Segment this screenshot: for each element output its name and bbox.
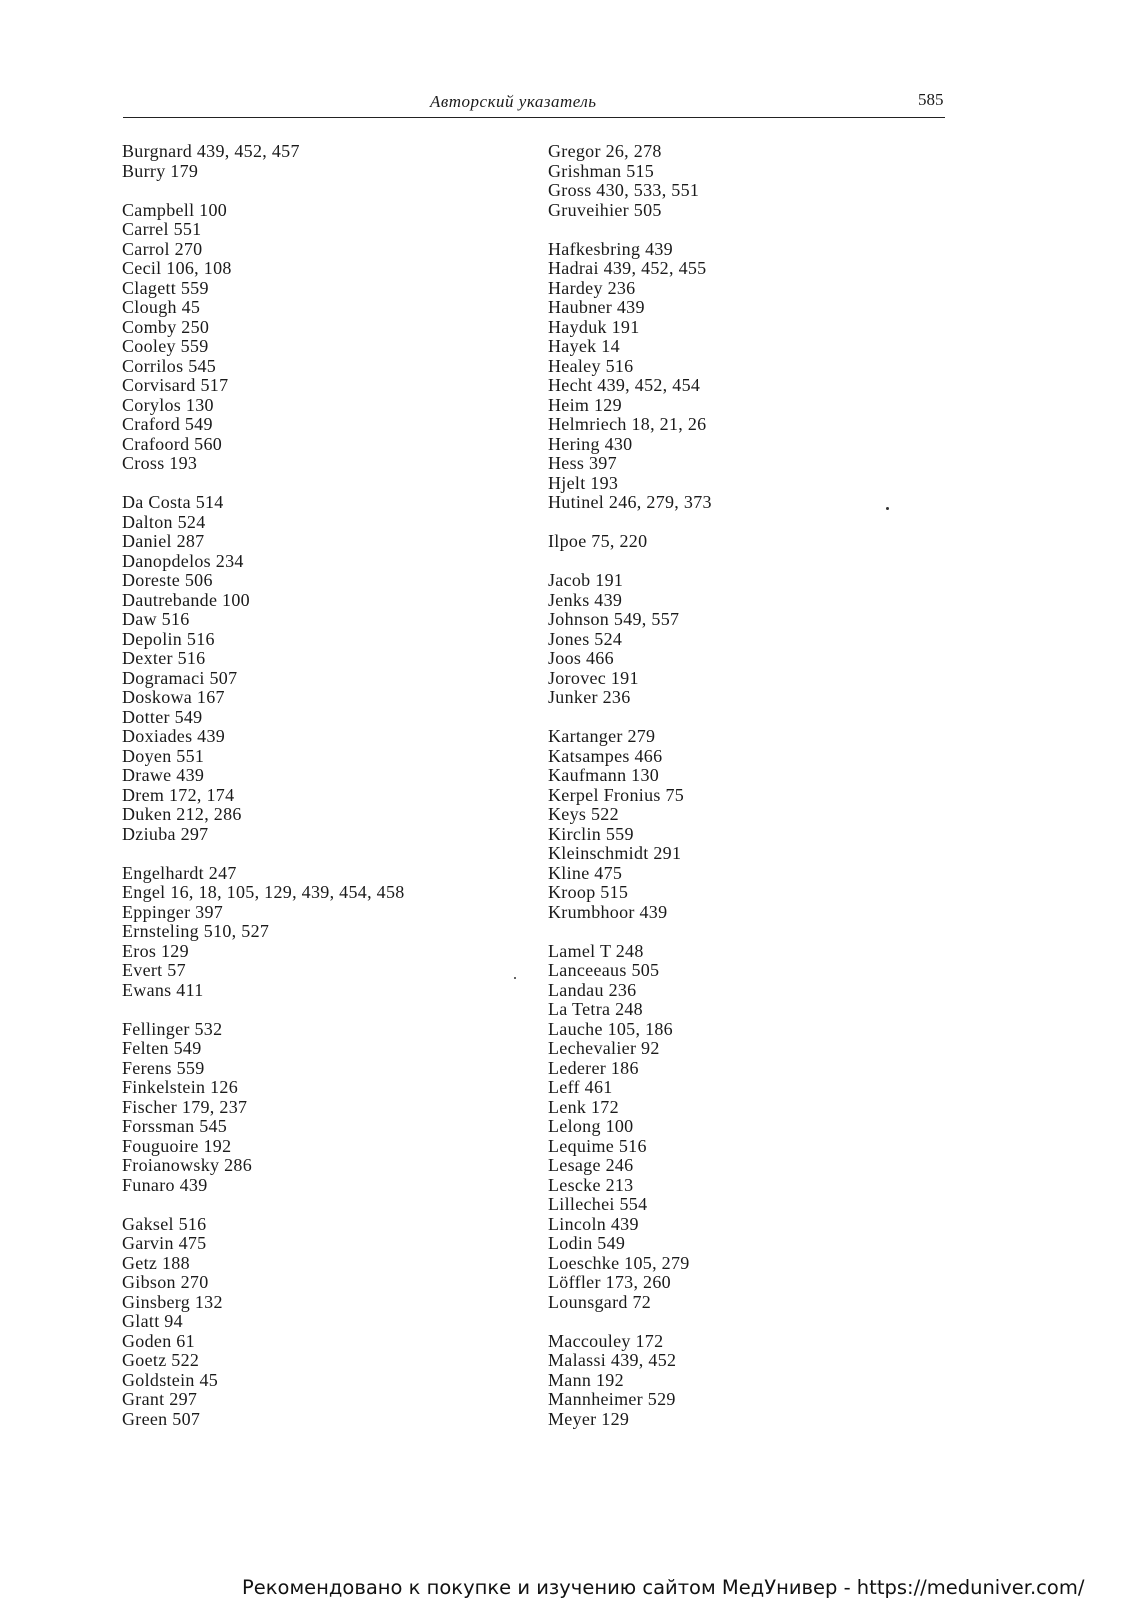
index-entry: Kroop 515 — [548, 882, 629, 902]
footer-recommendation: Рекомендовано к покупке и изучению сайтом МедУнивер - https://meduniver.com/ — [242, 1576, 1085, 1599]
index-entry: Da Costa 514 — [122, 492, 224, 512]
index-entry: Lanceeaus 505 — [548, 960, 660, 980]
index-letter-group — [122, 201, 405, 474]
index-entry: Burry 179 — [122, 160, 199, 181]
index-entry: Katsampes 466 — [548, 745, 663, 766]
index-entry: Loeschke 105, 279 — [548, 1252, 690, 1273]
index-entry: Kleinschmidt 291 — [548, 843, 682, 863]
scan-speck — [886, 507, 889, 510]
index-entry: Hecht 439, 452, 454 — [548, 375, 701, 395]
index-entry: Comby 250 — [122, 316, 210, 337]
index-entry: Fellinger 532 — [122, 1018, 223, 1039]
index-entry: Doreste 506 — [122, 570, 213, 590]
index-entry: Depolin 516 — [122, 628, 215, 649]
index-entry: Gruveihier 505 — [548, 199, 662, 220]
index-entry: Malassi 439, 452 — [548, 1350, 677, 1370]
index-entry: Fischer 179, 237 — [122, 1096, 248, 1117]
index-entry: Dexter 516 — [122, 648, 206, 668]
index-entry: Cecil 106, 108 — [122, 258, 232, 278]
index-letter-group — [122, 864, 405, 1001]
index-entry: Ginsberg 132 — [122, 1291, 223, 1312]
index-entry: Helmriech 18, 21, 26 — [548, 414, 707, 434]
index-entry: Corrilos 545 — [122, 355, 217, 376]
index-entry: Daw 516 — [122, 609, 190, 629]
index-entry: Junker 236 — [548, 687, 631, 707]
index-entry: Gibson 270 — [122, 1272, 209, 1292]
index-entry: Lounsgard 72 — [548, 1291, 652, 1312]
index-letter-group — [122, 1215, 405, 1430]
index-entry: Crafoord 560 — [122, 433, 223, 454]
index-letter-group — [548, 532, 712, 552]
index-entry: Kaufmann 130 — [548, 765, 660, 785]
index-entry: Haubner 439 — [548, 297, 645, 317]
index-entry: Lequime 516 — [548, 1135, 647, 1156]
index-letter-group — [548, 727, 712, 922]
index-entry: Engel 16, 18, 105, 129, 439, 454, 458 — [122, 882, 405, 902]
index-entry: Getz 188 — [122, 1252, 190, 1273]
index-entry: Lincoln 439 — [548, 1213, 639, 1234]
index-entry: Jorovec 191 — [548, 667, 639, 688]
index-entry: Goden 61 — [122, 1330, 195, 1351]
index-entry: Goetz 522 — [122, 1350, 200, 1370]
index-entry: Campbell 100 — [122, 199, 228, 220]
index-entry: Doyen 551 — [122, 745, 205, 766]
index-entry: Lesage 246 — [548, 1155, 634, 1175]
index-entry: Kerpel Fronius 75 — [548, 784, 685, 805]
index-entry: Löffler 173, 260 — [548, 1272, 671, 1292]
index-entry: Eppinger 397 — [122, 901, 224, 922]
index-entry: La Tetra 248 — [548, 999, 643, 1019]
index-entry: Meyer 129 — [548, 1408, 630, 1429]
index-entry: Garvin 475 — [122, 1233, 207, 1253]
index-entry: Eros 129 — [122, 940, 189, 961]
index-entry: Glatt 94 — [122, 1311, 183, 1331]
index-entry: Ewans 411 — [122, 979, 204, 1000]
index-entry: Funaro 439 — [122, 1174, 208, 1195]
index-entry: Grant 297 — [122, 1389, 198, 1409]
index-entry: Carrol 270 — [122, 238, 203, 259]
index-entry: Hadrai 439, 452, 455 — [548, 258, 707, 278]
index-entry: Gross 430, 533, 551 — [548, 180, 700, 200]
index-entry: Dautrebande 100 — [122, 589, 250, 610]
index-entry: Clagett 559 — [122, 277, 209, 298]
index-entry: Hering 430 — [548, 433, 633, 454]
index-entry: Forssman 545 — [122, 1116, 228, 1136]
index-entry: Doskowa 167 — [122, 687, 225, 707]
header-rule — [123, 117, 945, 118]
index-entry: Craford 549 — [122, 414, 213, 434]
index-entry: Hayek 14 — [548, 336, 620, 356]
index-entry: Evert 57 — [122, 960, 186, 980]
index-entry: Felten 549 — [122, 1038, 202, 1058]
index-entry: Hutinel 246, 279, 373 — [548, 492, 712, 512]
index-entry: Lodin 549 — [548, 1233, 626, 1253]
scan-speck — [514, 977, 516, 979]
index-entry: Landau 236 — [548, 979, 637, 1000]
index-entry: Kartanger 279 — [548, 726, 656, 746]
index-entry: Hardey 236 — [548, 277, 636, 298]
index-entry: Keys 522 — [548, 804, 619, 824]
index-entry: Ernsteling 510, 527 — [122, 921, 270, 941]
index-entry: Jenks 439 — [548, 589, 623, 610]
index-entry: Corvisard 517 — [122, 375, 229, 395]
index-entry: Corylos 130 — [122, 394, 214, 415]
index-column-right — [548, 142, 712, 1449]
index-entry: Lauche 105, 186 — [548, 1018, 673, 1039]
index-entry: Finkelstein 126 — [122, 1077, 238, 1097]
index-letter-group — [548, 240, 712, 513]
index-letter-group — [122, 493, 405, 844]
index-entry: Drawe 439 — [122, 765, 205, 785]
index-entry: Dotter 549 — [122, 706, 203, 727]
index-entry: Lederer 186 — [548, 1057, 639, 1078]
index-entry: Daniel 287 — [122, 531, 205, 551]
index-entry: Duken 212, 286 — [122, 804, 242, 824]
index-letter-group — [122, 142, 405, 181]
index-entry: Lechevalier 92 — [548, 1038, 660, 1058]
header-title: Авторский указатель — [430, 92, 597, 111]
index-entry: Healey 516 — [548, 355, 634, 376]
index-entry: Fouguoire 192 — [122, 1135, 232, 1156]
index-letter-group — [548, 1332, 712, 1430]
page-number: 585 — [918, 90, 944, 109]
index-entry: Lillechei 554 — [548, 1194, 648, 1214]
index-entry: Hjelt 193 — [548, 472, 619, 493]
index-entry: Krumbhoor 439 — [548, 901, 668, 922]
index-entry: Jones 524 — [548, 628, 623, 649]
index-entry: Hafkesbring 439 — [548, 238, 673, 259]
index-entry: Jacob 191 — [548, 570, 624, 590]
index-entry: Kline 475 — [548, 862, 623, 883]
index-entry: Green 507 — [122, 1408, 201, 1429]
index-entry: Johnson 549, 557 — [548, 609, 680, 629]
index-entry: Engelhardt 247 — [122, 862, 237, 883]
index-entry: Lescke 213 — [548, 1174, 634, 1195]
index-entry: Doxiades 439 — [122, 726, 226, 746]
index-entry: Grishman 515 — [548, 160, 655, 181]
index-letter-group — [122, 1020, 405, 1196]
index-entry: Mannheimer 529 — [548, 1389, 676, 1409]
index-entry: Lamel T 248 — [548, 940, 644, 961]
index-entry: Gaksel 516 — [122, 1213, 207, 1234]
index-entry: Goldstein 45 — [122, 1369, 219, 1390]
index-entry: Kirclin 559 — [548, 823, 634, 844]
index-entry: Ferens 559 — [122, 1057, 205, 1078]
index-entry: Danopdelos 234 — [122, 550, 244, 571]
index-letter-group — [548, 942, 712, 1313]
index-entry: Joos 466 — [548, 648, 614, 668]
index-entry: Clough 45 — [122, 297, 201, 317]
index-entry: Leff 461 — [548, 1077, 613, 1097]
index-entry: Mann 192 — [548, 1369, 624, 1390]
index-entry: Carrel 551 — [122, 219, 202, 239]
index-entry: Dziuba 297 — [122, 823, 209, 844]
index-entry: Ilpoe 75, 220 — [548, 531, 648, 551]
index-entry: Burgnard 439, 452, 457 — [122, 141, 300, 161]
index-entry: Froianowsky 286 — [122, 1155, 252, 1175]
index-entry: Dalton 524 — [122, 511, 206, 532]
index-entry: Hayduk 191 — [548, 316, 640, 337]
index-entry: Lenk 172 — [548, 1096, 619, 1117]
index-entry: Dogramaci 507 — [122, 667, 238, 688]
index-entry: Cross 193 — [122, 453, 198, 473]
index-entry: Lelong 100 — [548, 1116, 634, 1136]
index-letter-group — [548, 142, 712, 220]
index-entry: Cooley 559 — [122, 336, 209, 356]
index-letter-group — [548, 571, 712, 708]
index-entry: Drem 172, 174 — [122, 784, 235, 805]
index-entry: Gregor 26, 278 — [548, 141, 662, 161]
index-column-left — [122, 142, 405, 1449]
index-entry: Hess 397 — [548, 453, 617, 473]
index-entry: Heim 129 — [548, 394, 622, 415]
index-entry: Maccouley 172 — [548, 1330, 664, 1351]
